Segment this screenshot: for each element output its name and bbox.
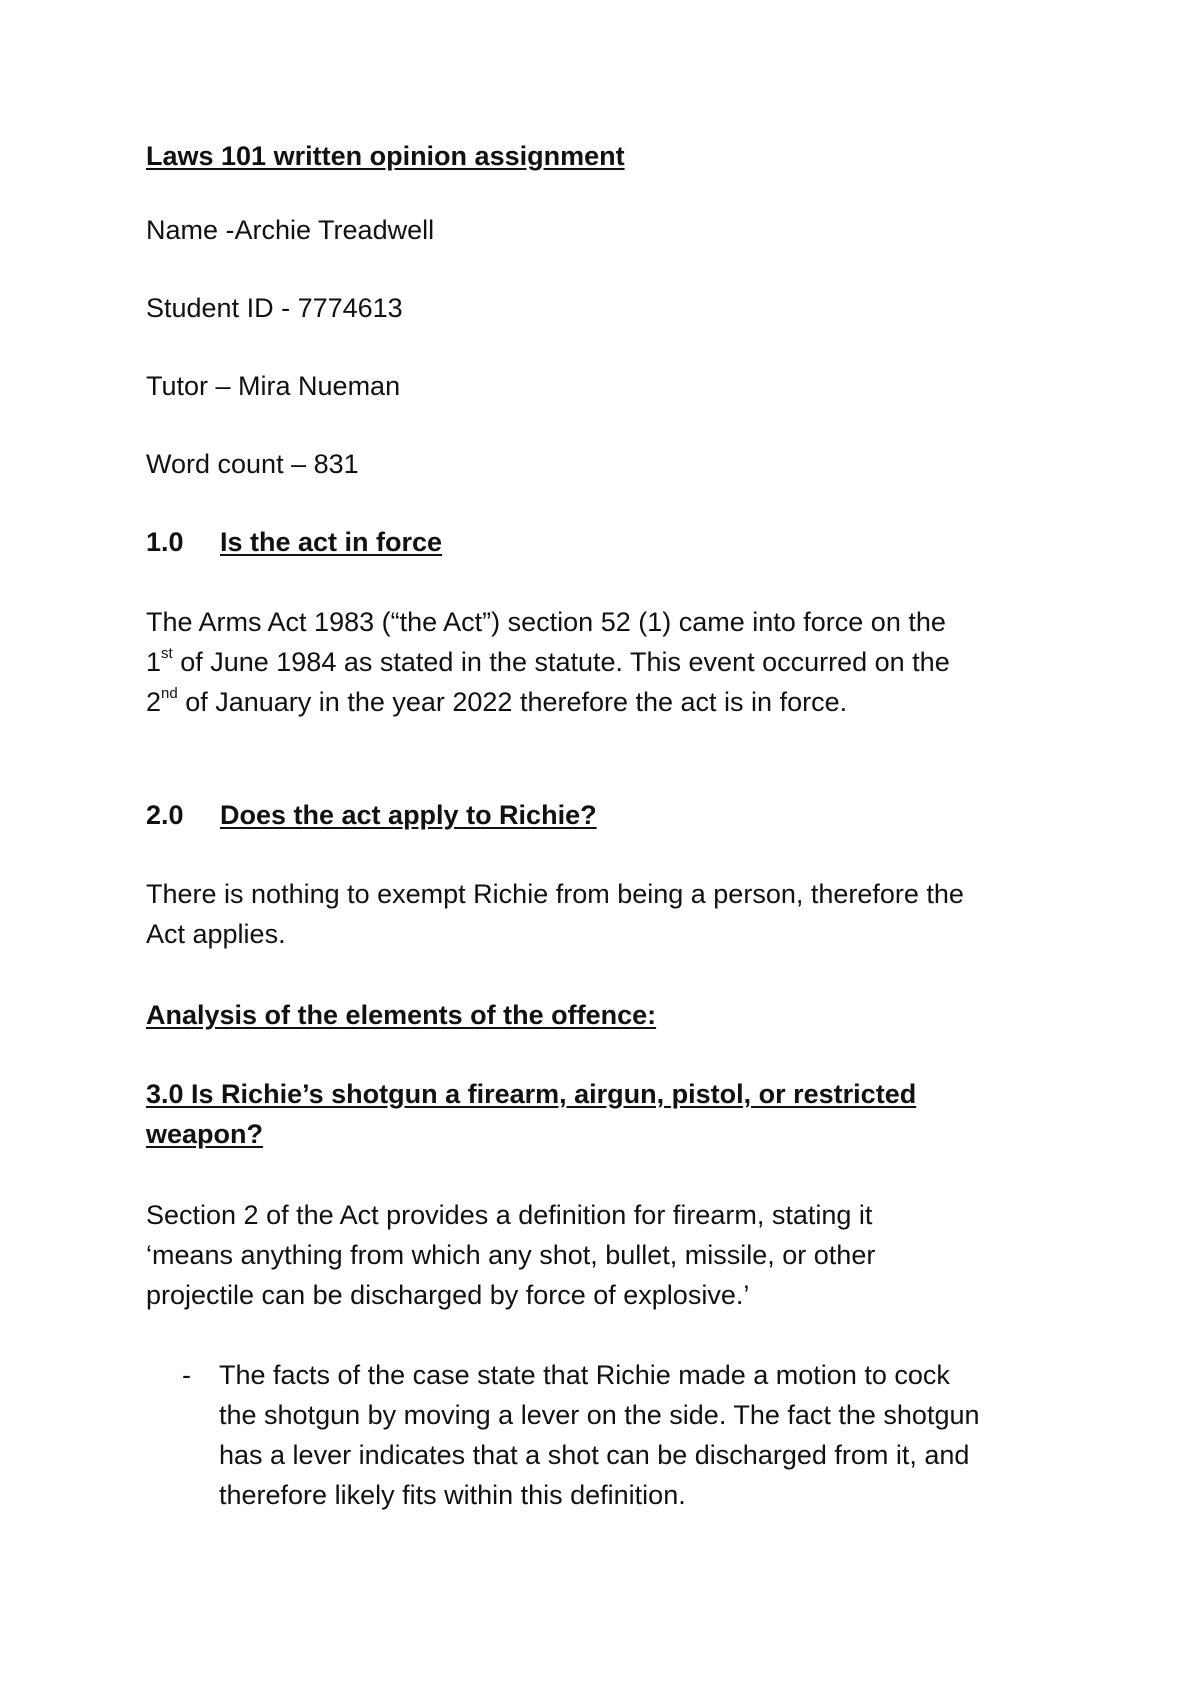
bullet-line: therefore likely fits within this definition. [219, 1480, 686, 1510]
document-title: Laws 101 written opinion assignment [146, 141, 625, 171]
bullet-line: has a lever indicates that a shot can be discharged from it, and [219, 1440, 970, 1470]
student-name: Name -Archie Treadwell [146, 215, 435, 245]
paragraph-line: ‘means anything from which any shot, bullet, missile, or other [146, 1240, 876, 1270]
paragraph-line: Act applies. [146, 919, 286, 949]
section-3-paragraph [146, 1195, 1086, 1315]
bullet-item [219, 1355, 1099, 1515]
paragraph-line: The Arms Act 1983 (“the Act”) section 52 (1) came into force on the [146, 607, 946, 637]
section-1-number: 1.0 [146, 527, 184, 557]
paragraph-line: 2nd of January in the year 2022 therefore the act is in force. [146, 685, 848, 717]
paragraph-line: There is nothing to exempt Richie from being a person, therefore the [146, 879, 964, 909]
section-1-paragraph [146, 602, 1086, 722]
tutor-name: Tutor – Mira Nueman [146, 371, 401, 401]
word-count: Word count – 831 [146, 449, 359, 479]
bullet-marker: - [182, 1360, 191, 1390]
section-3-heading: 3.0 Is Richie’s shotgun a firearm, airgun, pistol, or restricted weapon? [146, 1079, 917, 1149]
section-2-paragraph [146, 874, 1086, 954]
bullet-line: the shotgun by moving a lever on the side. The fact the shotgun [219, 1400, 980, 1430]
paragraph-line: projectile can be discharged by force of explosive.’ [146, 1280, 750, 1310]
student-id: Student ID - 7774613 [146, 293, 403, 323]
section-1-title: Is the act in force [220, 527, 443, 557]
paragraph-line: Section 2 of the Act provides a definition for firearm, stating it [146, 1200, 873, 1230]
section-1-heading [146, 522, 442, 562]
bullet-line: The facts of the case state that Richie made a motion to cock [219, 1360, 950, 1390]
analysis-heading: Analysis of the elements of the offence: [146, 1000, 657, 1030]
paragraph-line: 1st of June 1984 as stated in the statute. This event occurred on the [146, 645, 950, 677]
section-2-title: Does the act apply to Richie? [220, 800, 597, 830]
section-2-number: 2.0 [146, 800, 184, 830]
section-2-heading [146, 795, 597, 835]
